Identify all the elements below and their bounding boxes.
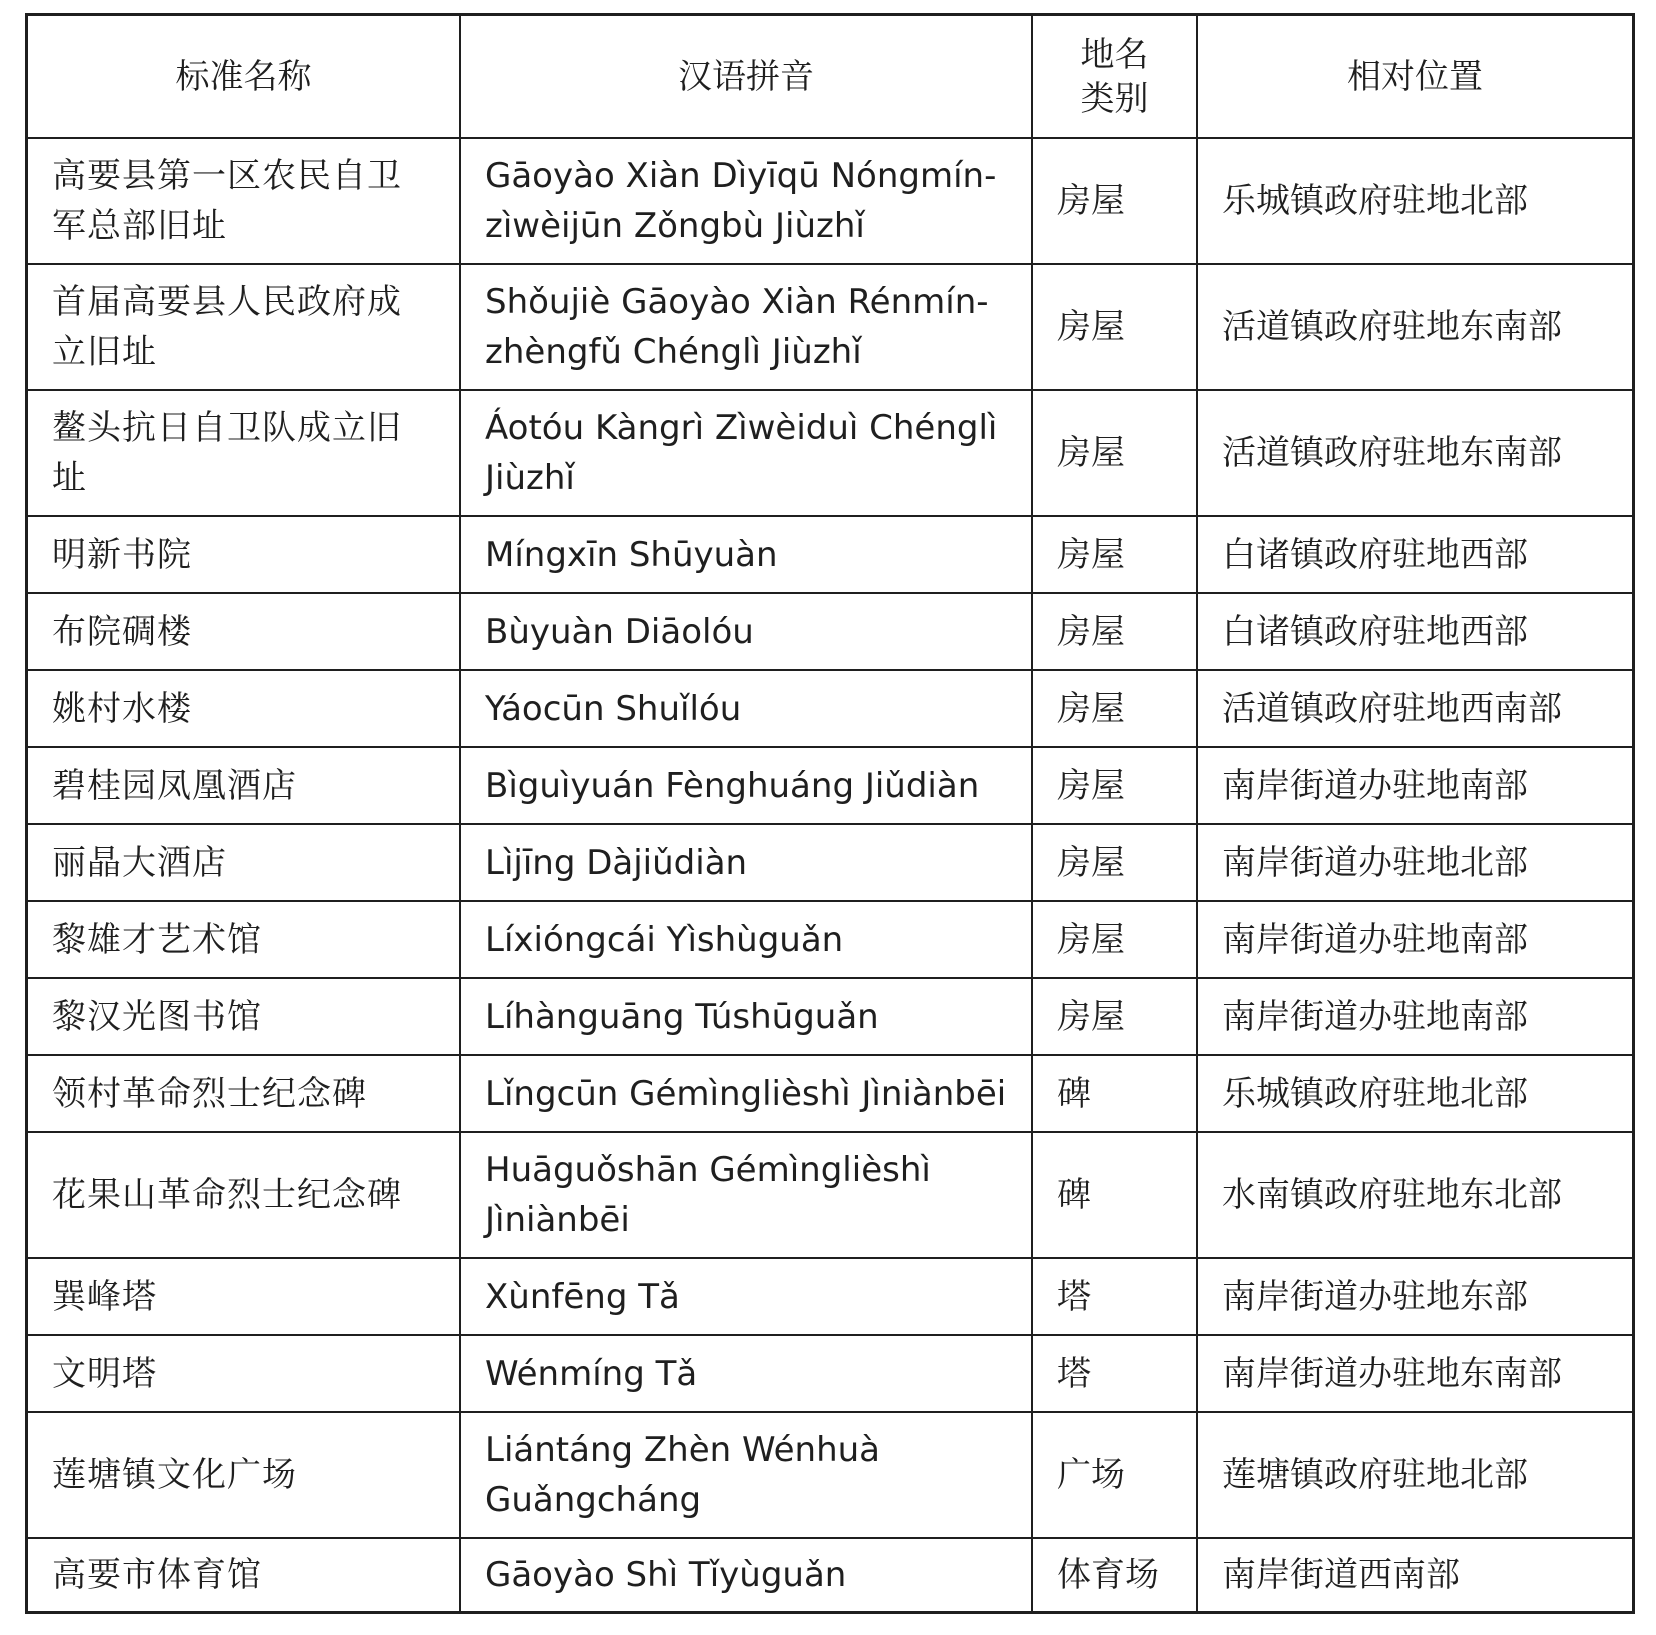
table-row-16-pinyin: Gāoyào Shì Tǐyùguǎn	[485, 1555, 847, 1595]
table-row-4-category: 房屋	[1057, 534, 1125, 575]
cell-category	[1033, 1336, 1198, 1413]
cell-standard-name	[28, 517, 461, 594]
cell-relative-location	[1198, 139, 1632, 265]
header-relative-location: 相对位置	[1198, 16, 1632, 139]
table-row-14-location: 南岸街道办驻地东南部	[1222, 1353, 1562, 1394]
cell-category	[1033, 1133, 1198, 1259]
cell-category	[1033, 979, 1198, 1056]
table-row-11-name: 领村革命烈士纪念碑	[52, 1073, 367, 1114]
header-standard-name: 标准名称	[28, 16, 461, 139]
cell-relative-location	[1198, 1133, 1632, 1259]
cell-pinyin	[461, 1056, 1033, 1133]
table-row-3-pinyin: Áotóu Kàngrì Zìwèiduì Chénglì Jiùzhǐ	[485, 408, 998, 498]
table-row-14-pinyin: Wénmíng Tǎ	[485, 1353, 698, 1394]
cell-relative-location	[1198, 1413, 1632, 1539]
table-row-16-location: 南岸街道西南部	[1222, 1555, 1460, 1595]
cell-standard-name	[28, 979, 461, 1056]
cell-relative-location	[1198, 902, 1632, 979]
cell-relative-location	[1198, 671, 1632, 748]
cell-relative-location	[1198, 1336, 1632, 1413]
cell-pinyin	[461, 391, 1033, 517]
table-row-14-name: 文明塔	[52, 1353, 157, 1394]
table-row-7-location: 南岸街道办驻地南部	[1222, 765, 1528, 806]
cell-relative-location	[1198, 594, 1632, 671]
table-row-9-category: 房屋	[1057, 919, 1125, 960]
table-row-15-pinyin: Liántáng Zhèn Wénhuà Guǎngcháng	[485, 1430, 881, 1520]
cell-pinyin	[461, 825, 1033, 902]
table-row-6-name: 姚村水楼	[52, 688, 192, 729]
cell-category	[1033, 748, 1198, 825]
cell-pinyin	[461, 1413, 1033, 1539]
cell-relative-location	[1198, 748, 1632, 825]
header-pinyin: 汉语拼音	[461, 16, 1033, 139]
cell-standard-name	[28, 265, 461, 391]
table-row-9-name: 黎雄才艺术馆	[52, 919, 262, 960]
table-row-2-pinyin: Shǒujiè Gāoyào Xiàn Rénmín-zhèngfǔ Chénglì Jiùzhǐ	[485, 282, 989, 372]
cell-category	[1033, 825, 1198, 902]
table-row-5-category: 房屋	[1057, 611, 1125, 652]
table-row-2-name: 首届高要县人民政府成立旧址	[52, 282, 402, 372]
cell-pinyin	[461, 748, 1033, 825]
table-row-12-name: 花果山革命烈士纪念碑	[52, 1175, 402, 1215]
table-row-11-category: 碑	[1057, 1073, 1091, 1114]
table-row-1-category: 房屋	[1057, 181, 1125, 221]
cell-relative-location	[1198, 517, 1632, 594]
table-row-1-pinyin: Gāoyào Xiàn Dìyīqū Nóngmín-zìwèijūn Zǒngbù Jiùzhǐ	[485, 156, 997, 246]
place-name-table	[25, 13, 1635, 1614]
cell-standard-name	[28, 594, 461, 671]
cell-standard-name	[28, 1133, 461, 1259]
table-row-4-pinyin: Míngxīn Shūyuàn	[485, 534, 778, 575]
table-row-16-category: 体育场	[1057, 1555, 1159, 1595]
cell-standard-name	[28, 671, 461, 748]
table-row-9-pinyin: Líxióngcái Yìshùguǎn	[485, 919, 844, 960]
cell-category	[1033, 391, 1198, 517]
cell-category	[1033, 671, 1198, 748]
cell-standard-name	[28, 1539, 461, 1611]
table-row-8-category: 房屋	[1057, 842, 1125, 883]
cell-standard-name	[28, 902, 461, 979]
table-row-7-category: 房屋	[1057, 765, 1125, 806]
table-row-14-category: 塔	[1057, 1353, 1091, 1394]
cell-standard-name	[28, 1259, 461, 1336]
cell-relative-location	[1198, 1539, 1632, 1611]
cell-relative-location	[1198, 1056, 1632, 1133]
table-row-9-location: 南岸街道办驻地南部	[1222, 919, 1528, 960]
table-row-10-category: 房屋	[1057, 996, 1125, 1037]
cell-pinyin	[461, 265, 1033, 391]
table-row-10-location: 南岸街道办驻地南部	[1222, 996, 1528, 1037]
cell-category	[1033, 1259, 1198, 1336]
table-row-5-name: 布院碉楼	[52, 611, 192, 652]
cell-pinyin	[461, 979, 1033, 1056]
table-row-6-pinyin: Yáocūn Shuǐlóu	[485, 688, 742, 729]
table-row-6-category: 房屋	[1057, 688, 1125, 729]
table-row-3-name: 鳌头抗日自卫队成立旧址	[52, 408, 402, 498]
cell-standard-name	[28, 748, 461, 825]
table-row-1-name: 高要县第一区农民自卫军总部旧址	[52, 156, 402, 246]
cell-pinyin	[461, 1336, 1033, 1413]
cell-relative-location	[1198, 825, 1632, 902]
cell-pinyin	[461, 517, 1033, 594]
table-row-13-name: 巽峰塔	[52, 1276, 157, 1317]
table-row-7-name: 碧桂园凤凰酒店	[52, 765, 297, 806]
table-row-4-name: 明新书院	[52, 534, 192, 575]
cell-category	[1033, 902, 1198, 979]
table-row-10-name: 黎汉光图书馆	[52, 996, 262, 1037]
table-row-11-location: 乐城镇政府驻地北部	[1222, 1073, 1528, 1114]
table-row-15-location: 莲塘镇政府驻地北部	[1222, 1455, 1528, 1495]
table-row-12-category: 碑	[1057, 1175, 1091, 1215]
table-row-12-location: 水南镇政府驻地东北部	[1222, 1175, 1562, 1215]
cell-standard-name	[28, 1056, 461, 1133]
table-row-12-pinyin: Huāguǒshān Gémìnglièshì Jìniànbēi	[485, 1150, 931, 1240]
cell-standard-name	[28, 391, 461, 517]
cell-category	[1033, 265, 1198, 391]
table-row-2-location: 活道镇政府驻地东南部	[1222, 307, 1562, 347]
table-row-13-pinyin: Xùnfēng Tǎ	[485, 1276, 680, 1317]
cell-pinyin	[461, 671, 1033, 748]
table-row-10-pinyin: Líhànguāng Túshūguǎn	[485, 996, 879, 1037]
table-row-8-location: 南岸街道办驻地北部	[1222, 842, 1528, 883]
cell-relative-location	[1198, 1259, 1632, 1336]
table-row-5-location: 白诸镇政府驻地西部	[1222, 611, 1528, 652]
table-row-6-location: 活道镇政府驻地西南部	[1222, 688, 1562, 729]
cell-category	[1033, 517, 1198, 594]
table-row-2-category: 房屋	[1057, 307, 1125, 347]
cell-standard-name	[28, 825, 461, 902]
table-row-4-location: 白诸镇政府驻地西部	[1222, 534, 1528, 575]
cell-category	[1033, 594, 1198, 671]
cell-category	[1033, 1539, 1198, 1611]
table-row-15-category: 广场	[1057, 1455, 1125, 1495]
table-row-5-pinyin: Bùyuàn Diāolóu	[485, 611, 754, 652]
table-row-13-location: 南岸街道办驻地东部	[1222, 1276, 1528, 1317]
cell-pinyin	[461, 902, 1033, 979]
cell-category	[1033, 1413, 1198, 1539]
table-row-3-location: 活道镇政府驻地东南部	[1222, 433, 1562, 473]
table-row-1-location: 乐城镇政府驻地北部	[1222, 181, 1528, 221]
cell-standard-name	[28, 139, 461, 265]
cell-pinyin	[461, 594, 1033, 671]
table-row-7-pinyin: Bìguìyuán Fènghuáng Jiǔdiàn	[485, 765, 980, 806]
table-row-13-category: 塔	[1057, 1276, 1091, 1317]
table-row-8-pinyin: Lìjīng Dàjiǔdiàn	[485, 842, 748, 883]
cell-category	[1033, 1056, 1198, 1133]
cell-pinyin	[461, 1133, 1033, 1259]
table-row-3-category: 房屋	[1057, 433, 1125, 473]
table-row-16-name: 高要市体育馆	[52, 1555, 262, 1595]
cell-pinyin	[461, 139, 1033, 265]
header-category: 地名 类别	[1033, 16, 1198, 139]
table-row-8-name: 丽晶大酒店	[52, 842, 227, 883]
cell-relative-location	[1198, 391, 1632, 517]
cell-pinyin	[461, 1259, 1033, 1336]
cell-relative-location	[1198, 979, 1632, 1056]
cell-pinyin	[461, 1539, 1033, 1611]
cell-standard-name	[28, 1336, 461, 1413]
cell-category	[1033, 139, 1198, 265]
cell-standard-name	[28, 1413, 461, 1539]
table-row-15-name: 莲塘镇文化广场	[52, 1455, 297, 1495]
table-row-11-pinyin: Lǐngcūn Gémìnglièshì Jìniànbēi	[485, 1073, 1007, 1114]
cell-relative-location	[1198, 265, 1632, 391]
